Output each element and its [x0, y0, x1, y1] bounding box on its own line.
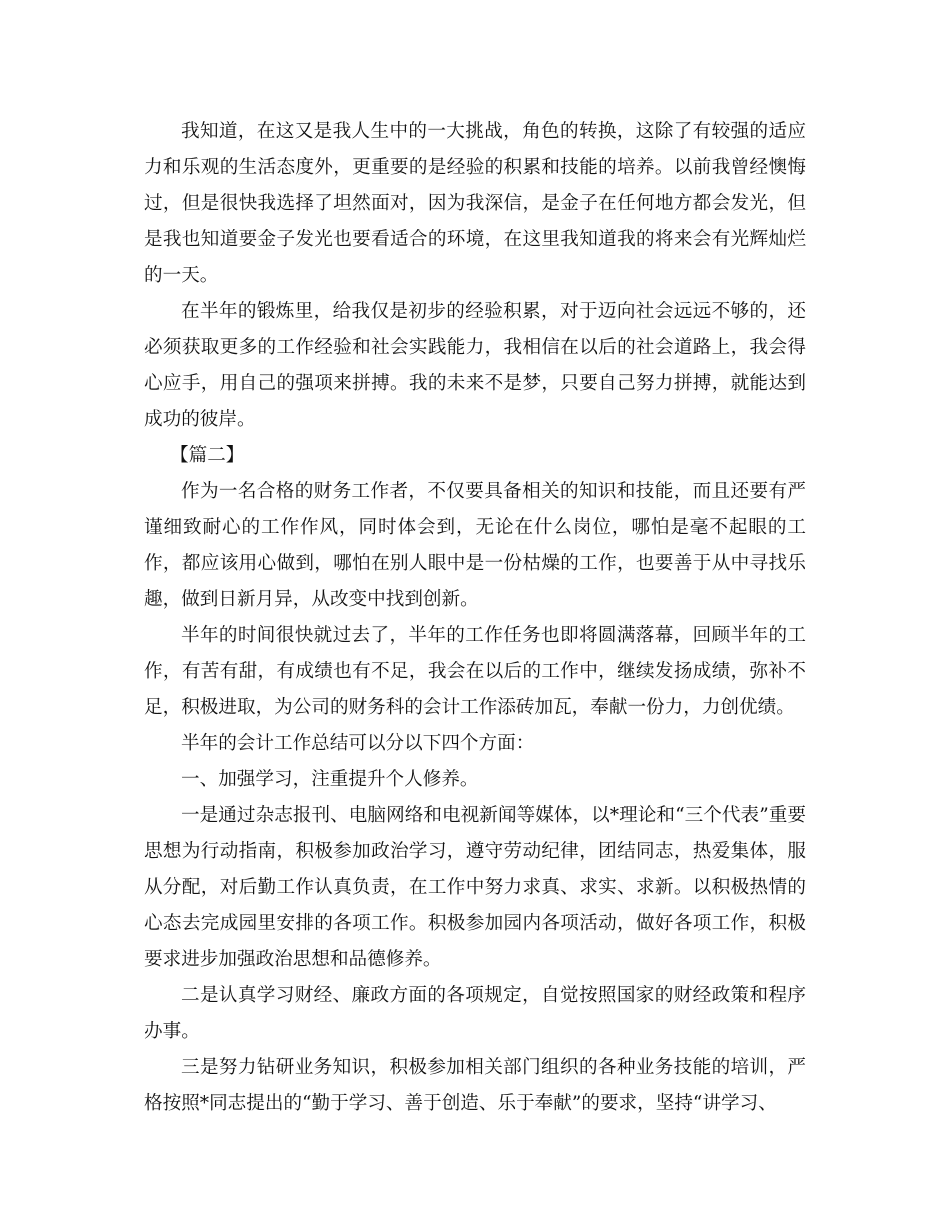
paragraph-9: 三是努力钻研业务知识，积极参加相关部门组织的各种业务技能的培训，严格按照*同志提出的“勤于学习、善于创造、乐于奉献”的要求，坚持“讲学习、	[144, 1057, 806, 1114]
paragraph-3: 作为一名合格的财务工作者，不仅要具备相关的知识和技能，而且还要有严谨细致耐心的工作作风，同时体会到，无论在什么岗位，哪怕是毫不起眼的工作，都应该用心做到，哪怕在别人眼中是一份枯燥的工作，也要善于从中寻找乐趣，做到日新月异，从改变中找到创新。	[144, 481, 806, 610]
document-body	[144, 114, 806, 1122]
paragraph-1: 我知道，在这又是我人生中的一大挑战，角色的转换，这除了有较强的适应力和乐观的生活态度外，更重要的是经验的积累和技能的培养。以前我曾经懊悔过，但是很快我选择了坦然面对，因为我深信，是金子在任何地方都会发光，但是我也知道要金子发光也要看适合的环境，在这里我知道我的将来会有光辉灿烂的一天。	[144, 121, 806, 286]
paragraph-2: 在半年的锻炼里，给我仅是初步的经验积累，对于迈向社会远远不够的，还必须获取更多的工作经验和社会实践能力，我相信在以后的社会道路上，我会得心应手，用自己的强项来拼搏。我的未来不是梦，只要自己努力拼搏，就能达到成功的彼岸。	[144, 301, 806, 430]
paragraph-4: 半年的时间很快就过去了，半年的工作任务也即将圆满落幕，回顾半年的工作，有苦有甜，有成绩也有不足，我会在以后的工作中，继续发扬成绩，弥补不足，积极进取，为公司的财务科的会计工作添砖加瓦，奉献一份力，力创优绩。	[144, 625, 806, 718]
paragraph-5: 半年的会计工作总结可以分以下四个方面：	[181, 733, 535, 754]
paragraph-8: 二是认真学习财经、廉政方面的各项规定，自觉按照国家的财经政策和程序办事。	[144, 985, 806, 1042]
section-heading: 【篇二】	[170, 445, 245, 466]
paragraph-6: 一、加强学习，注重提升个人修养。	[181, 769, 479, 790]
paragraph-7: 一是通过杂志报刊、电脑网络和电视新闻等媒体，以*理论和“三个代表”重要思想为行动指南，积极参加政治学习，遵守劳动纪律，团结同志，热爱集体，服从分配，对后勤工作认真负责，在工作中努力求真、求实、求新。以积极热情的心态去完成园里安排的各项工作。积极参加园内各项活动，做好各项工作，积极要求进步加强政治思想和品德修养。	[144, 805, 806, 970]
